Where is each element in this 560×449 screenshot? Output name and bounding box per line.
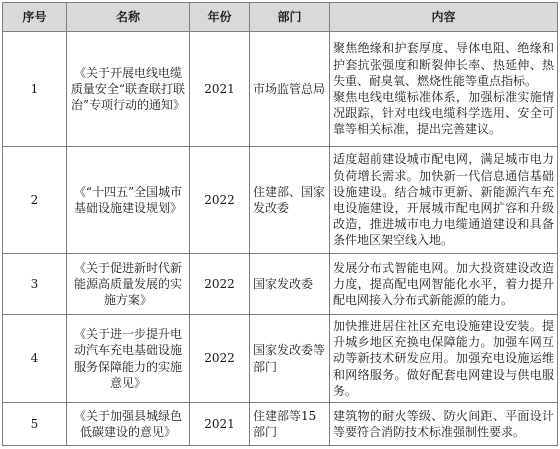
table-row: [3, 254, 558, 315]
policy-name: 《关于促进新时代新能源高质量发展的实施方案》: [67, 254, 190, 315]
header-no: 序号: [3, 3, 67, 32]
policy-content: [330, 403, 558, 446]
policy-content: [330, 254, 558, 315]
policy-department: 市场监管总局: [250, 32, 330, 147]
policy-year: 2021: [190, 32, 250, 147]
table-row: [3, 403, 558, 446]
policy-department: 国家发改委: [250, 254, 330, 315]
policy-name: 《关于加强县城绿色低碳建设的意见》: [67, 403, 190, 446]
content-paragraph: 聚焦绝缘和护套厚度、导体电阻、绝缘和护套抗张强度和断裂伸长率、热延伸、热失重、耐臭氧、燃烧性能等重点指标。: [333, 41, 554, 88]
row-number: 4: [3, 315, 67, 403]
content-paragraph: 聚焦电线电缆标准体系，加强标准实施情况跟踪，针对电线电缆科学选用、安全可靠等相关标准，提出完善建议。: [333, 90, 554, 137]
content-paragraph: 发展分布式智能电网。加大投资建设改造力度，提高配电网智能化水平，着力提升配电网接入分布式新能源的能力。: [333, 260, 554, 308]
header-name: 名称: [67, 3, 190, 32]
policy-content: [330, 315, 558, 403]
policy-year: 2021: [190, 403, 250, 446]
policy-name: 《“十四五”全国城市基础设施建设规划》: [67, 147, 190, 254]
policy-content: [330, 147, 558, 254]
policy-name: 《关于进一步提升电动汽车充电基础设施服务保障能力的实施意见》: [67, 315, 190, 403]
policy-table: [2, 2, 558, 446]
row-number: 5: [3, 403, 67, 446]
header-dept: 部门: [250, 3, 330, 32]
table-row: [3, 315, 558, 403]
row-number: 2: [3, 147, 67, 254]
policy-department: 住建部等15部门: [250, 403, 330, 446]
policy-year: 2022: [190, 147, 250, 254]
row-number: 1: [3, 32, 67, 147]
policy-year: 2022: [190, 254, 250, 315]
table-row: [3, 147, 558, 254]
policy-name: 《关于开展电线电缆质量安全“联查联打联治”专项行动的通知》: [67, 32, 190, 147]
row-number: 3: [3, 254, 67, 315]
policy-content: [330, 32, 558, 147]
header-row: [3, 3, 558, 32]
header-content: 内容: [330, 3, 558, 32]
content-paragraph: 适度超前建设城市配电网，满足城市电力负荷增长需求。加快新一代信息通信基础设施建设。结合城市更新、新能源汽车充电设施建设，开展城市配电网扩容和升级改造，推进城市电力电缆通道建设和具备条件地区架空线入地。: [333, 152, 554, 248]
table-row: [3, 32, 558, 147]
header-year: 年份: [190, 3, 250, 32]
policy-department: 住建部、国家发改委: [250, 147, 330, 254]
policy-department: 国家发改委等部门: [250, 315, 330, 403]
policy-year: 2022: [190, 315, 250, 403]
content-paragraph: 加快推进居住社区充电设施建设安装。提升城乡地区充换电保障能力。加强车网互动等新技术研发应用。加强充电设施运维和网络服务。做好配套电网建设与供电服务。: [333, 318, 554, 398]
content-paragraph: 建筑物的耐火等级、防火间距、平面设计等要符合消防技术标准强制性要求。: [333, 408, 554, 439]
